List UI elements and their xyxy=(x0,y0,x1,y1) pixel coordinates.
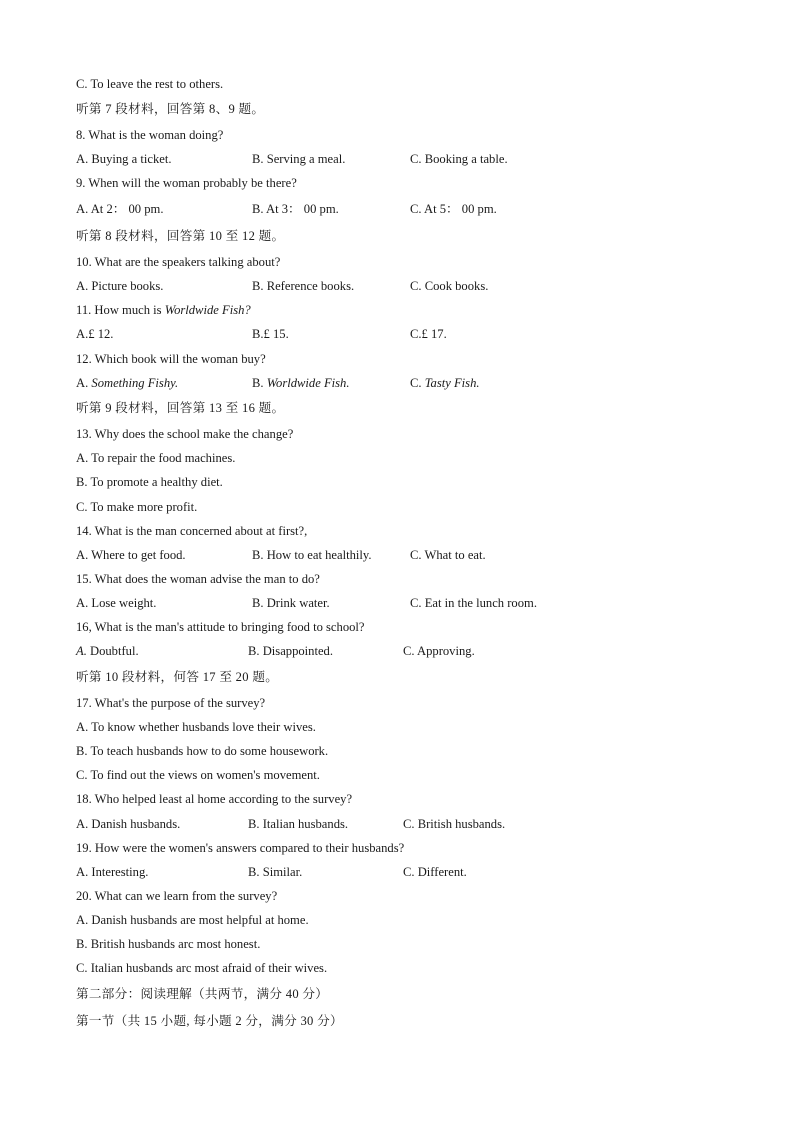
option-a: A. Interesting. xyxy=(76,865,149,879)
option-line: C. To make more profit. xyxy=(76,500,198,514)
option-b xyxy=(252,373,350,393)
question-15: 15. What does the woman advise the man to do? xyxy=(76,572,320,586)
option-b: B. Reference books. xyxy=(252,279,355,293)
option-b: B. Disappointed. xyxy=(248,644,334,658)
part-heading: 第二部分：阅读理解（共两节，满分 40 分） xyxy=(76,987,329,1001)
option-letter: B. xyxy=(252,376,267,390)
option-line: A. To know whether husbands love their wives. xyxy=(76,720,316,734)
question-12: 12. Which book will the woman buy? xyxy=(76,352,266,366)
option-c xyxy=(410,373,480,393)
question-9: 9. When will the woman probably be there? xyxy=(76,176,297,190)
section-instruction: 听第 9 段材料，回答第 13 至 16 题。 xyxy=(76,401,285,415)
book-title: Something Fishy. xyxy=(91,376,179,390)
question-10: 10. What are the speakers talking about? xyxy=(76,255,281,269)
question-17: 17. What's the purpose of the survey? xyxy=(76,696,266,710)
option-b: B. Italian husbands. xyxy=(248,817,349,831)
option-b: B. Serving a meal. xyxy=(252,152,346,166)
option-c: C.£ 17. xyxy=(410,327,447,341)
book-title: Worldwide Fish? xyxy=(164,303,251,317)
question-13: 13. Why does the school make the change? xyxy=(76,427,294,441)
question-20: 20. What can we learn from the survey? xyxy=(76,889,278,903)
option-c: C. At 5： 00 pm. xyxy=(410,202,497,216)
option-c: C. Eat in the lunch room. xyxy=(410,596,537,610)
option-c: C. Cook books. xyxy=(410,279,489,293)
option-text: Doubtful. xyxy=(86,644,139,658)
question-16: 16, What is the man's attitude to bringing food to school? xyxy=(76,620,365,634)
option-a xyxy=(76,641,139,661)
question-11 xyxy=(76,300,251,320)
section-heading: 第一节（共 15 小题, 每小题 2 分，满分 30 分） xyxy=(76,1014,343,1028)
option-b: B. Drink water. xyxy=(252,596,330,610)
question-14: 14. What is the man concerned about at first?, xyxy=(76,524,308,538)
option-c: C. Approving. xyxy=(403,644,475,658)
option-a: A. Danish husbands. xyxy=(76,817,181,831)
option-line: C. To leave the rest to others. xyxy=(76,77,224,91)
option-c: C. What to eat. xyxy=(410,548,486,562)
option-line: B. British husbands arc most honest. xyxy=(76,937,261,951)
option-b: B. At 3： 00 pm. xyxy=(252,202,339,216)
question-8: 8. What is the woman doing? xyxy=(76,128,224,142)
option-letter: A. xyxy=(76,644,87,658)
option-line: A. To repair the food machines. xyxy=(76,451,236,465)
option-a: A. Lose weight. xyxy=(76,596,157,610)
option-c: C. Booking a table. xyxy=(410,152,508,166)
option-line: B. To teach husbands how to do some housework. xyxy=(76,744,329,758)
option-a: A.£ 12. xyxy=(76,327,114,341)
option-a: A. Where to get food. xyxy=(76,548,186,562)
option-c: C. British husbands. xyxy=(403,817,506,831)
option-a: A. At 2： 00 pm. xyxy=(76,202,164,216)
option-line: B. To promote a healthy diet. xyxy=(76,475,223,489)
option-letter: A. xyxy=(76,376,92,390)
option-a xyxy=(76,373,178,393)
question-text: 11. How much is xyxy=(76,303,165,317)
book-title: Tasty Fish. xyxy=(424,376,480,390)
option-letter: C. xyxy=(410,376,425,390)
option-b: B. How to eat healthily. xyxy=(252,548,372,562)
option-c: C. Different. xyxy=(403,865,467,879)
option-line: C. Italian husbands arc most afraid of their wives. xyxy=(76,961,328,975)
section-instruction: 听第 7 段材料，回答第 8、9 题。 xyxy=(76,102,265,116)
question-18: 18. Who helped least al home according to the survey? xyxy=(76,792,353,806)
section-instruction: 听第 8 段材料，回答第 10 至 12 题。 xyxy=(76,229,285,243)
option-line: C. To find out the views on women's movement. xyxy=(76,768,320,782)
option-a: A. Picture books. xyxy=(76,279,164,293)
option-b: B.£ 15. xyxy=(252,327,289,341)
option-b: B. Similar. xyxy=(248,865,303,879)
question-19: 19. How were the women's answers compared to their husbands? xyxy=(76,841,405,855)
option-line: A. Danish husbands are most helpful at home. xyxy=(76,913,309,927)
option-a: A. Buying a ticket. xyxy=(76,152,172,166)
book-title: Worldwide Fish. xyxy=(266,376,350,390)
section-instruction: 听第 10 段材料，何答 17 至 20 题。 xyxy=(76,670,279,684)
